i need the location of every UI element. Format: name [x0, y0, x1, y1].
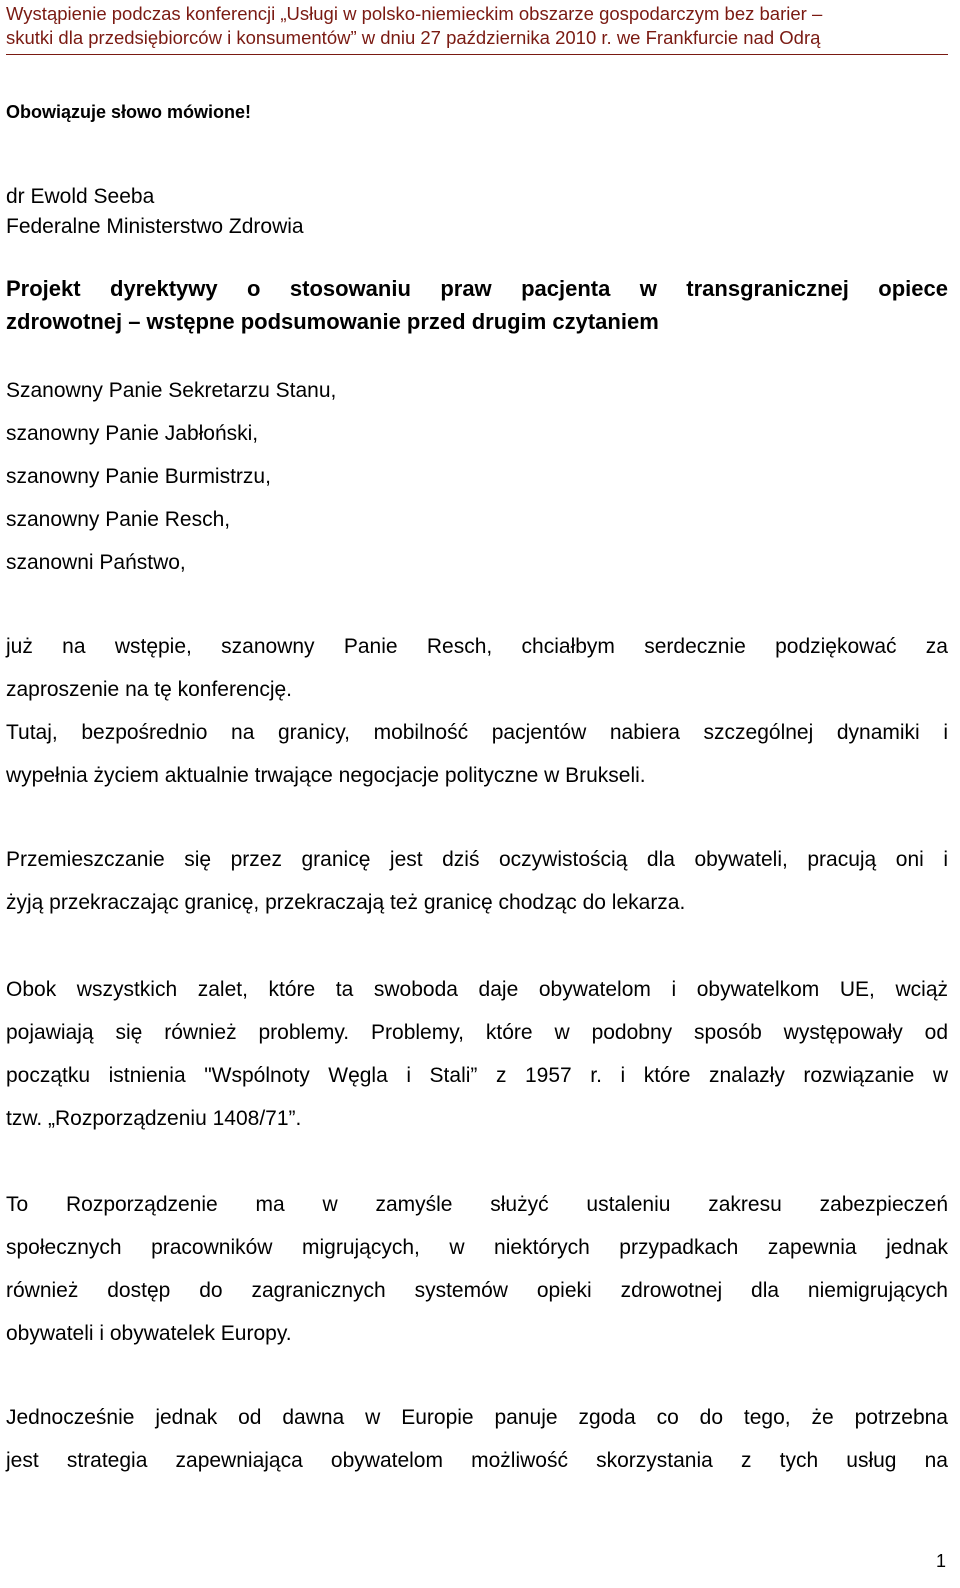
page-number: 1 — [935, 1551, 946, 1571]
paragraph-line: już na wstępie, szanowny Panie Resch, chciałbym serdecznie podziękować za — [6, 635, 948, 658]
paragraph-1 — [6, 625, 948, 797]
header-line-2: skutki dla przedsiębiorców i konsumentów” w dniu 27 października 2010 r. we Frankfurcie nad Odrą — [6, 27, 821, 48]
greeting-line: szanowni Państwo, — [6, 551, 186, 574]
paragraph-line: Tutaj, bezpośrednio na granicy, mobilność pacjentów nabiera szczególnej dynamiki i — [6, 721, 948, 744]
spoken-word-notice: Obowiązuje słowo mówione! — [6, 102, 252, 122]
paragraph-4 — [6, 1183, 948, 1355]
paragraph-line: żyją przekraczając granicę, przekraczają też granicę chodząc do lekarza. — [6, 891, 686, 914]
paragraph-line: obywateli i obywatelek Europy. — [6, 1322, 292, 1345]
paragraph-2 — [6, 838, 948, 924]
header-line-1: Wystąpienie podczas konferencji „Usługi w polsko-niemieckim obszarze gospodarczym bez barier – — [6, 3, 823, 24]
paragraph-line: tzw. „Rozporządzeniu 1408/71”. — [6, 1107, 302, 1130]
author-block — [6, 182, 304, 242]
header-divider — [6, 54, 948, 55]
greeting-line: szanowny Panie Burmistrzu, — [6, 465, 271, 488]
paragraph-line: jest strategia zapewniająca obywatelom możliwość skorzystania z tych usług na — [6, 1449, 948, 1472]
paragraph-5 — [6, 1396, 948, 1482]
title-line-1: Projekt dyrektywy o stosowaniu praw pacjenta w transgranicznej opiece — [6, 276, 948, 301]
running-header — [6, 2, 950, 50]
document-title — [6, 272, 948, 338]
paragraph-3 — [6, 968, 948, 1140]
paragraph-line: społecznych pracowników migrujących, w niektórych przypadkach zapewnia jednak — [6, 1236, 948, 1259]
paragraph-line: Przemieszczanie się przez granicę jest dziś oczywistością dla obywateli, pracują oni i — [6, 848, 948, 871]
paragraph-line: wypełnia życiem aktualnie trwające negocjacje polityczne w Brukseli. — [6, 764, 646, 787]
greeting-block — [6, 369, 336, 584]
title-line-2: zdrowotnej – wstępne podsumowanie przed drugim czytaniem — [6, 309, 659, 334]
greeting-line: szanowny Panie Jabłoński, — [6, 422, 259, 445]
greeting-line: szanowny Panie Resch, — [6, 508, 231, 531]
author-name: dr Ewold Seeba — [6, 185, 155, 208]
paragraph-line: Jednocześnie jednak od dawna w Europie panuje zgoda co do tego, że potrzebna — [6, 1406, 948, 1429]
paragraph-line: również dostęp do zagranicznych systemów opieki zdrowotnej dla niemigrujących — [6, 1279, 948, 1302]
author-institution: Federalne Ministerstwo Zdrowia — [6, 215, 304, 238]
paragraph-line: Obok wszystkich zalet, które ta swoboda daje obywatelom i obywatelkom UE, wciąż — [6, 978, 948, 1001]
paragraph-line: pojawiają się również problemy. Problemy, które w podobny sposób występowały od — [6, 1021, 948, 1044]
greeting-line: Szanowny Panie Sekretarzu Stanu, — [6, 379, 337, 402]
paragraph-line: zaproszenie na tę konferencję. — [6, 678, 293, 701]
paragraph-line: To Rozporządzenie ma w zamyśle służyć ustaleniu zakresu zabezpieczeń — [6, 1193, 948, 1216]
paragraph-line: początku istnienia "Wspólnoty Węgla i Stali” z 1957 r. i które znalazły rozwiązanie w — [6, 1064, 948, 1087]
